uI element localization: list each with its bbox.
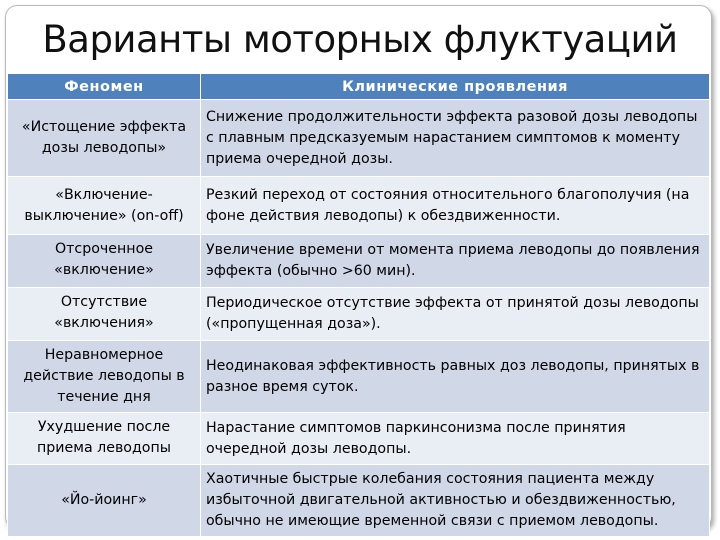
manifestation-cell: Снижение продолжительности эффекта разовой дозы леводопы с плавным предсказуемым нарастанием симптомов к моменту приема очередной дозы. <box>201 100 710 177</box>
phenomenon-cell: «Йо-йоинг» <box>8 465 201 537</box>
table-row <box>8 235 710 288</box>
header-phenomenon: Феномен <box>8 74 201 100</box>
manifestation-cell: Нарастание симптомов паркинсонизма после принятия очередной дозы леводопы. <box>201 413 710 465</box>
slide-title: Варианты моторных флуктуаций <box>42 18 678 61</box>
table-row <box>8 413 710 465</box>
phenomenon-cell: Ухудшение после приема леводопы <box>8 413 201 465</box>
phenomenon-cell: Неравномерное действие леводопы в течение дня <box>8 341 201 413</box>
table-row <box>8 100 710 177</box>
manifestation-cell: Хаотичные быстрые колебания состояния пациента между избыточной двигательной активностью и обездвиженностью, обычно не имеющие временной связи с приемом леводопы. <box>201 465 710 537</box>
table-header-row <box>8 74 710 100</box>
phenomenon-cell: «Включение-выключение» (on-off) <box>8 177 201 235</box>
fluctuations-table <box>7 73 710 537</box>
table-row <box>8 288 710 341</box>
manifestation-cell: Периодическое отсутствие эффекта от принятой дозы леводопы («пропущенная доза»). <box>201 288 710 341</box>
table-row <box>8 341 710 413</box>
phenomenon-cell: Отсроченное «включение» <box>8 235 201 288</box>
table-row <box>8 177 710 235</box>
manifestation-cell: Резкий переход от состояния относительного благополучия (на фоне действия леводопы) к обездвиженности. <box>201 177 710 235</box>
phenomenon-cell: «Истощение эффекта дозы леводопы» <box>8 100 201 177</box>
manifestation-cell: Увеличение времени от момента приема леводопы до появления эффекта (обычно >60 мин). <box>201 235 710 288</box>
header-manifestation: Клинические проявления <box>201 74 710 100</box>
manifestation-cell: Неодинаковая эффективность равных доз леводопы, принятых в разное время суток. <box>201 341 710 413</box>
table-row <box>8 465 710 537</box>
phenomenon-cell: Отсутствие «включения» <box>8 288 201 341</box>
